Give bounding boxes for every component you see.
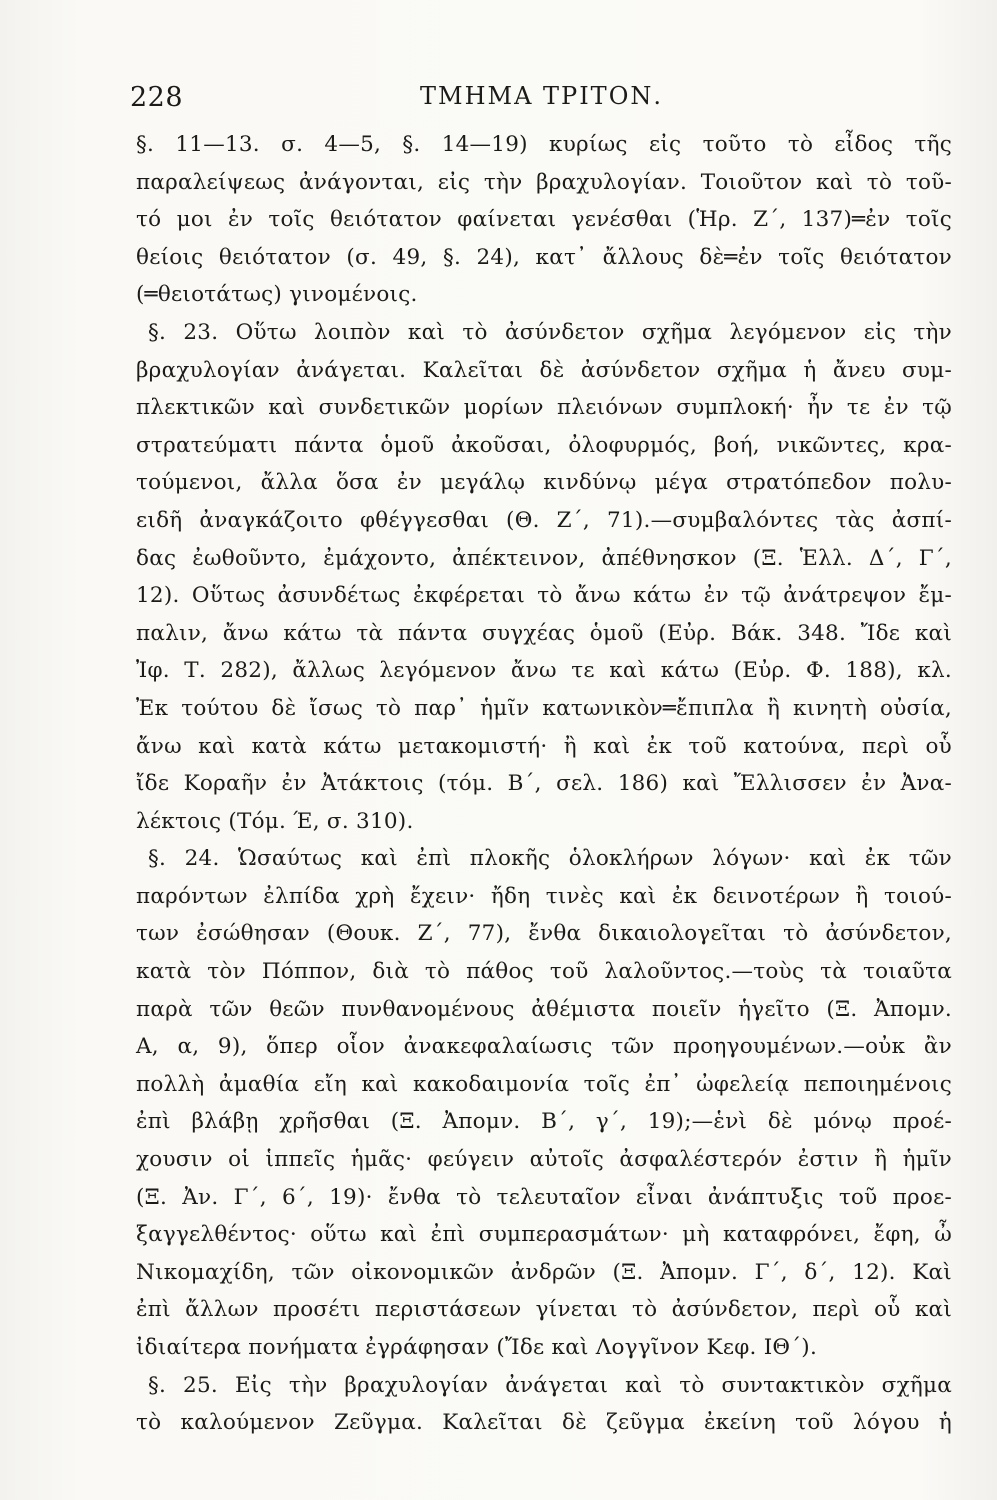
text-line: κατὰ τὸν Πόππον, διὰ τὸ πάθος τοῦ λαλοῦντος.—τοὺς τὰ τοιαῦτα (136, 959, 952, 985)
text-line: των ἐσώθησαν (Θουκ. Ζ΄, 77), ἔνθα δικαιολογεῖται τὸ ἀσύνδετον, (136, 921, 952, 947)
paragraph-start-23: §. 23. Οὕτω λοιπὸν καὶ τὸ ἀσύνδετον σχῆμα λεγόμενον εἰς τὴν (148, 319, 952, 345)
text-line: Α, α, 9), ὅπερ οἷον ἀνακεφαλαίωσις τῶν προηγουμένων.—οὐκ ἂν (136, 1034, 952, 1060)
text-line: πολλὴ ἀμαθία εἴη καὶ κακοδαιμονία τοῖς ἐπ᾽ ὠφελείᾳ πεποιημένοις (136, 1071, 952, 1097)
text-line: ἴδε Κοραῆν ἐν Ἀτάκτοις (τόμ. Β΄, σελ. 186) καὶ Ἔλλισσεν ἐν Ἀνα- (136, 771, 952, 797)
text-line: ξαγγελθέντος· οὕτω καὶ ἐπὶ συμπερασμάτων· μὴ καταφρόνει, ἔφη, ὦ (136, 1222, 952, 1248)
text-line: Ἐκ τούτου δὲ ἴσως τὸ παρ᾽ ἡμῖν κατωνικὸν═ἔπιπλα ἢ κινητὴ οὐσία, (136, 695, 952, 721)
text-line: §. 11—13. σ. 4—5, §. 14—19) κυρίως εἰς τοῦτο τὸ εἶδος τῆς (136, 132, 952, 157)
text-line: παραλείψεως ἀνάγονται, εἰς τὴν βραχυλογίαν. Τοιοῦτον καὶ τὸ τοῦ- (136, 169, 952, 195)
text-line: (═θειοτάτως) γινομένοις. (136, 282, 418, 308)
paragraph-start-25: §. 25. Εἰς τὴν βραχυλογίαν ἀνάγεται καὶ τὸ συντακτικὸν σχῆμα (148, 1372, 952, 1398)
text-line: θείοις θειότατον (σ. 49, §. 24), κατ᾽ ἄλλους δὲ═ἐν τοῖς θειότατον (136, 244, 952, 270)
body-text (136, 126, 952, 1442)
text-line: στρατεύματι πάντα ὁμοῦ ἀκοῦσαι, ὀλοφυρμός, βοή, νικῶντες, κρα- (136, 432, 952, 458)
text-line: δας ἐωθοῦντο, ἐμάχοντο, ἀπέκτεινον, ἀπέθνησκον (Ξ. Ἑλλ. Δ΄, Γ΄, (136, 545, 952, 571)
text-line: παλιν, ἄνω κάτω τὰ πάντα συγχέας ὁμοῦ (Εὐρ. Βάκ. 348. Ἴδε καὶ (136, 620, 952, 646)
text-line: τό μοι ἐν τοῖς θειότατον φαίνεται γενέσθαι (Ἡρ. Ζ΄, 137)═ἐν τοῖς (136, 207, 952, 233)
paragraph-start-24: §. 24. Ὡσαύτως καὶ ἐπὶ πλοκῆς ὁλοκλήρων λόγων· καὶ ἐκ τῶν (148, 846, 952, 872)
text-line: 12). Οὕτως ἀσυνδέτως ἐκφέρεται τὸ ἄνω κάτω ἐν τῷ ἀνάτρεψον ἔμ- (136, 583, 952, 609)
text-line: ἰδιαίτερα πονήματα ἐγράφησαν (Ἴδε καὶ Λογγῖνον Κεφ. ΙΘ΄). (136, 1335, 818, 1360)
text-line: ειδῆ ἀναγκάζοιτο φθέγγεσθαι (Θ. Ζ΄, 71).—συμβαλόντες τὰς ἀσπί- (136, 507, 952, 533)
text-line: (Ξ. Ἀν. Γ΄, 6΄, 19)· ἔνθα τὸ τελευταῖον εἶναι ἀνάπτυξις τοῦ προε- (136, 1184, 952, 1210)
text-line: λέκτοις (Τόμ. Έ, σ. 310). (136, 808, 414, 834)
text-line: χουσιν οἱ ἱππεῖς ἡμᾶς· φεύγειν αὐτοῖς ἀσφαλέστερόν ἐστιν ἢ ἡμῖν (136, 1147, 952, 1173)
text-line: Ἰφ. Τ. 282), ἄλλως λεγόμενον ἄνω τε καὶ κάτω (Εὐρ. Φ. 188), κλ. (136, 658, 952, 684)
text-line: ἐπὶ ἄλλων προσέτι περιστάσεων γίνεται τὸ ἀσύνδετον, περὶ οὗ καὶ (136, 1297, 952, 1323)
running-head: ΤΜΗΜΑ ΤΡΙΤΟΝ. (420, 82, 663, 110)
page-number: 228 (130, 82, 184, 113)
text-line: ἐπὶ βλάβῃ χρῆσθαι (Ξ. Ἀπομν. Β΄, γ΄, 19);—ἑνὶ δὲ μόνῳ προέ- (136, 1109, 952, 1135)
text-line: τὸ καλούμενον Ζεῦγμα. Καλεῖται δὲ ζεῦγμα ἐκείνη τοῦ λόγου ἡ (136, 1410, 952, 1436)
text-line: Νικομαχίδη, τῶν οἰκονομικῶν ἀνδρῶν (Ξ. Ἀπομν. Γ΄, δ΄, 12). Καὶ (136, 1259, 952, 1285)
text-line: παρὰ τῶν θεῶν πυνθανομένους ἀθέμιστα ποιεῖν ἡγεῖτο (Ξ. Ἀπομν. (136, 996, 952, 1022)
page-header (130, 76, 960, 116)
text-line: παρόντων ἐλπίδα χρὴ ἔχειν· ἤδη τινὲς καὶ ἐκ δεινοτέρων ἢ τοιού- (136, 883, 952, 909)
text-line: ἄνω καὶ κατὰ κάτω μετακομιστή· ἢ καὶ ἐκ τοῦ κατούνα, περὶ οὗ (136, 733, 952, 759)
text-line: πλεκτικῶν καὶ συνδετικῶν μορίων πλειόνων συμπλοκή· ἦν τε ἐν τῷ (136, 395, 952, 421)
text-line: τούμενοι, ἄλλα ὅσα ἐν μεγάλῳ κινδύνῳ μέγα στρατόπεδον πολυ- (136, 470, 952, 496)
text-line: βραχυλογίαν ἀνάγεται. Καλεῖται δὲ ἀσύνδετον σχῆμα ἡ ἄνευ συμ- (136, 357, 952, 383)
